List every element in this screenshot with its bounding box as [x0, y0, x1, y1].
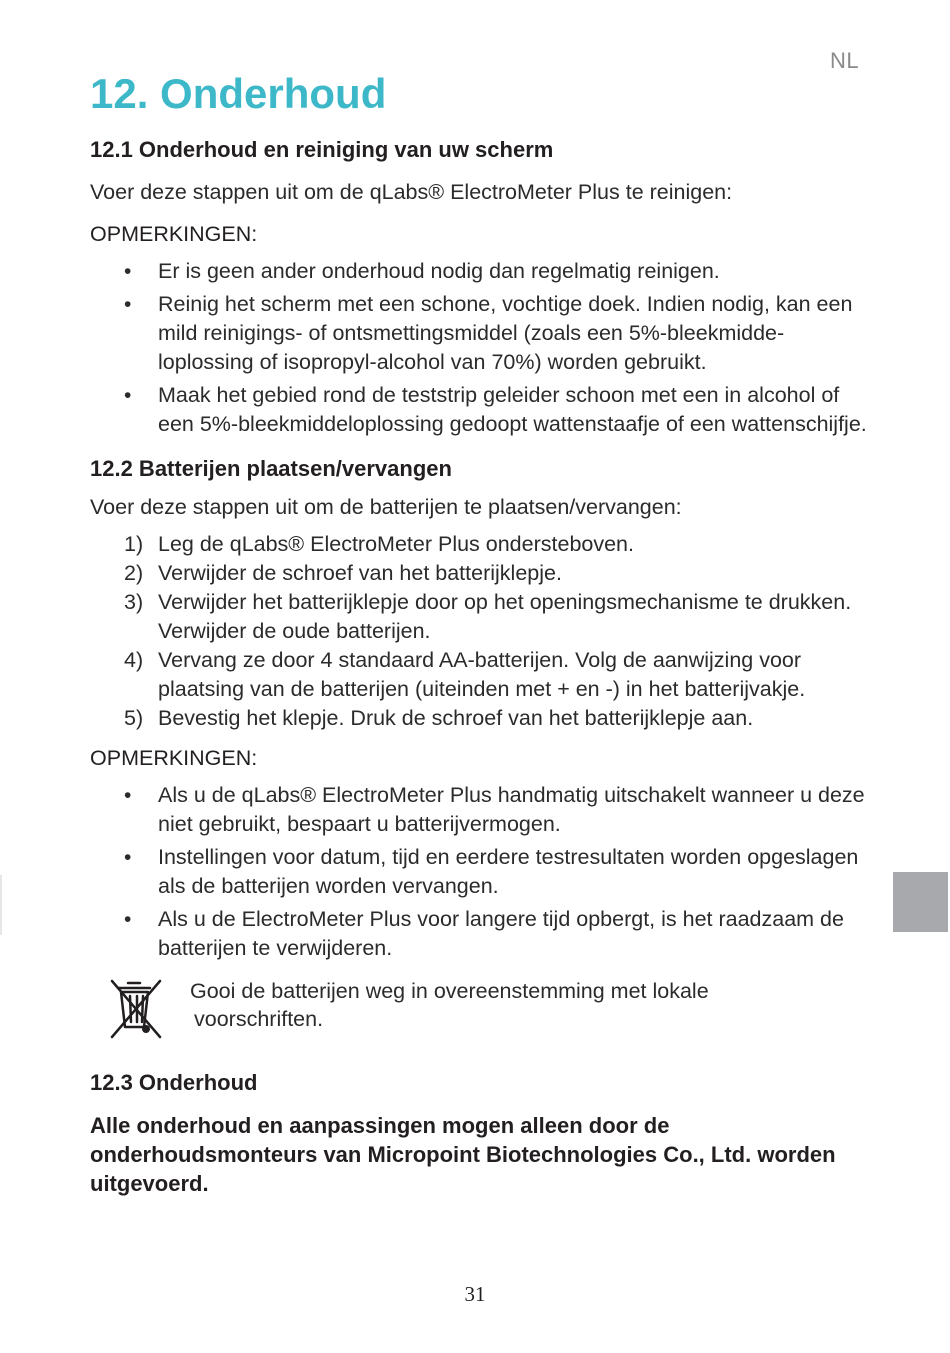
step-text: Leg de qLabs® ElectroMeter Plus ondersteboven.: [158, 532, 634, 556]
step-number: 3): [124, 590, 144, 614]
list-item: • Als u de qLabs® ElectroMeter Plus handmatig uitschakelt wanneer u deze niet gebruikt, bespaart u batterijvermogen.: [90, 781, 870, 839]
notes-list-12-2: [90, 781, 870, 963]
section-body-12-3: Alle onderhoud en aanpassingen mogen alleen door de onderhoudsmonteurs van Micropoint Biotechnologies Co., Ltd. worden uitgevoerd.: [90, 1113, 836, 1196]
notes-list-12-1: [90, 257, 870, 439]
notes-label-12-1: OPMERKINGEN:: [90, 222, 258, 246]
page-edge-mark: [0, 875, 2, 935]
disposal-text: [190, 977, 709, 1033]
step-number: 4): [124, 648, 144, 672]
steps-list-12-2: [90, 530, 870, 733]
section-intro-12-1: Voer deze stappen uit om de qLabs® ElectroMeter Plus te reinigen:: [90, 180, 733, 204]
main-content: [90, 136, 870, 1198]
disposal-notice: [90, 977, 870, 1043]
step-number: 1): [124, 532, 144, 556]
section-heading-12-2: 12.2 Batterijen plaatsen/vervangen: [90, 456, 452, 481]
section-heading-12-1: 12.1 Onderhoud en reiniging van uw scherm: [90, 137, 554, 162]
crossed-out-wheelie-bin-icon: [106, 977, 168, 1043]
step-number: 2): [124, 561, 144, 585]
list-item: • Als u de ElectroMeter Plus voor langere tijd opbergt, is het raadzaam de batterijen te verwijderen.: [90, 905, 870, 963]
step-item: [90, 559, 870, 588]
step-item: [90, 588, 870, 646]
page-title: 12. Onderhoud: [90, 70, 387, 117]
step-text: Verwijder de schroef van het batterijklepje.: [158, 561, 562, 585]
page-number: 31: [464, 1282, 486, 1306]
section-intro-12-2: Voer deze stappen uit om de batterijen te plaatsen/vervangen:: [90, 495, 682, 519]
step-text: Vervang ze door 4 standaard AA-batterijen. Volg de aanwijzing voor plaatsing van de batterijen (uiteinden met + en -) in het batterijvakje.: [158, 648, 806, 701]
notes-label-12-2: OPMERKINGEN:: [90, 746, 258, 770]
list-item: • Er is geen ander onderhoud nodig dan regelmatig reinigen.: [90, 257, 870, 286]
disposal-text-line-1: Gooi de batterijen weg in overeenstemming met lokale: [190, 979, 709, 1003]
list-item: • Maak het gebied rond de teststrip geleider schoon met een in alcohol of een 5%-bleekmiddeloplossing gedoopt wattenstaafje of een wattenschijfje.: [90, 381, 870, 439]
language-code: NL: [830, 48, 860, 73]
step-item: [90, 646, 870, 704]
list-item: • Instellingen voor datum, tijd en eerdere testresultaten worden opgeslagen als de batterijen worden vervangen.: [90, 843, 870, 901]
step-text: Bevestig het klepje. Druk de schroef van het batterijklepje aan.: [158, 706, 754, 730]
disposal-text-line-2: voorschriften.: [194, 1007, 324, 1031]
step-text: Verwijder het batterijklepje door op het openingsmechanisme te drukken. Verwijder de oude batterijen.: [158, 590, 852, 643]
section-heading-12-3: 12.3 Onderhoud: [90, 1070, 258, 1095]
step-item: [90, 704, 870, 733]
step-number: 5): [124, 706, 144, 730]
step-item: [90, 530, 870, 559]
list-item: • Reinig het scherm met een schone, vochtige doek. Indien nodig, kan een mild reinigings- of ontsmettingsmiddel (zoals een 5%-bleekmidde-loplossing of isopropyl-alcohol van 70%) worden gebruikt.: [90, 290, 870, 377]
chapter-side-tab: [893, 872, 948, 932]
